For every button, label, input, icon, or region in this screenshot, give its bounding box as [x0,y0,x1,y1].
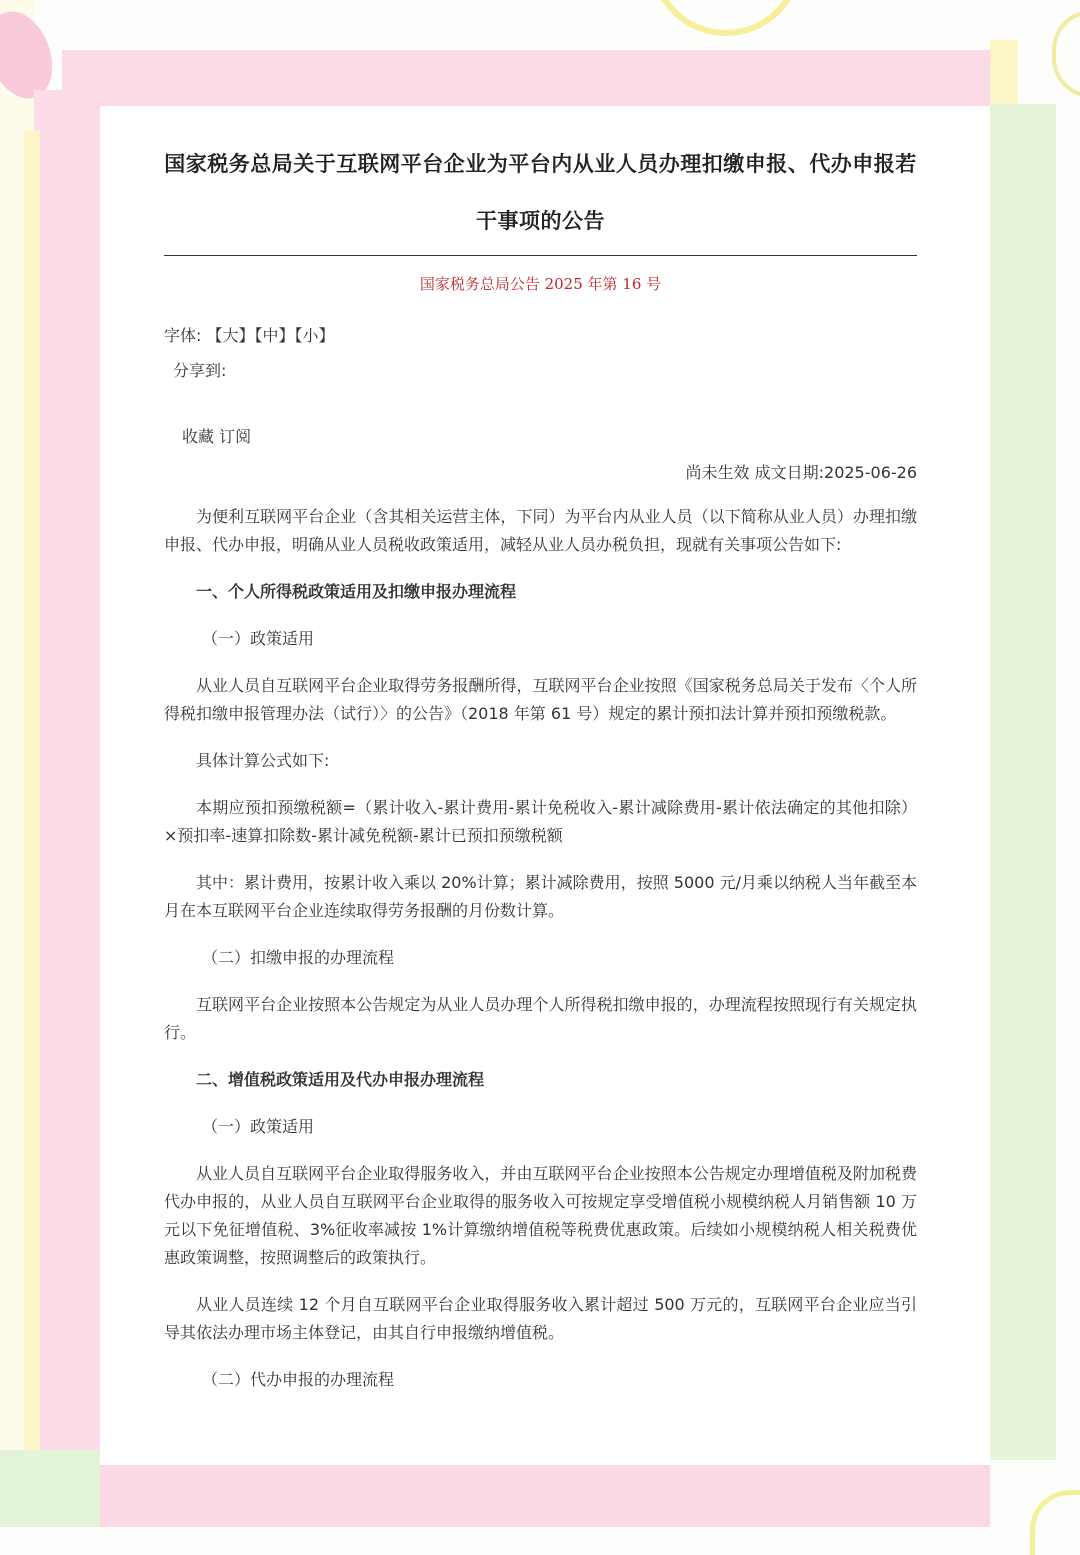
subheading-2-2: （二）代办申报的办理流程 [202,1370,395,1389]
title-line-2: 干事项的公告 [476,209,605,233]
paragraph-1-5: 互联网平台企业按照本公告规定为从业人员办理个人所得税扣缴申报的，办理流程按照现行有关规定执行。 [164,995,917,1042]
paragraph-1-4: 其中：累计费用，按累计收入乘以 20%计算；累计减除费用，按照 5000 元/月乘以纳税人当年截至本月在本互联网平台企业连续取得劳务报酬的月份数计算。 [164,873,917,920]
effective-status: 尚未生效 [685,463,750,482]
paragraph-2-2: 从业人员连续 12 个月自互联网平台企业取得服务收入累计超过 500 万元的，互联网平台企业应当引导其依法办理市场主体登记，由其自行申报缴纳增值税。 [164,1295,917,1342]
decor-pink-left [34,90,102,1527]
subheading-1-2: （二）扣缴申报的办理流程 [202,948,395,967]
title-line-1: 国家税务总局关于互联网平台企业为平台内从业人员办理扣缴申报、代办申报若 [164,152,917,176]
document-paper [100,106,990,1465]
subheading-2-1: （一）政策适用 [202,1117,315,1136]
document-content [164,136,917,1394]
decor-arc-top [650,0,802,36]
formula-paragraph: 本期应预扣预缴税额=（累计收入-累计费用-累计免税收入-累计减除费用-累计依法确定的其他扣除）×预扣率-速算扣除数-累计减免税额-累计已预扣预缴税额 [164,798,917,845]
font-size-medium-button[interactable]: 【中】 [254,326,295,345]
date-label: 成文日期: [754,463,825,482]
collect-button[interactable]: 收藏 [182,427,215,446]
decor-yellow-strip [24,130,40,1460]
paragraph-1-1: 从业人员自互联网平台企业取得劳务报酬所得，互联网平台企业按照《国家税务总局关于发布〈个人所得税扣缴申报管理办法（试行）〉的公告》（2018 年第 61 号）规定的累计预扣法计算并预扣预缴税款。 [164,676,917,723]
subheading-1-1: （一）政策适用 [202,629,315,648]
share-label: 分享到: [173,361,227,380]
decor-pink-bottom [100,1465,990,1527]
status-date-row [164,462,917,484]
section-heading-1: 一、个人所得税政策适用及扣缴申报办理流程 [196,582,517,601]
decor-pink-top [62,50,990,110]
paragraph-2-1: 从业人员自互联网平台企业取得服务收入，并由互联网平台企业按照本公告规定办理增值税及附加税费代办申报的，从业人员自互联网平台企业取得的服务收入可按规定享受增值税小规模纳税人月销售额 10 万元以下免征增值税、3%征收率减按 1%计算缴纳增值税等税费优惠政策。后续如小规模纳税人相关税费优惠政策调整，按照调整后的政策执行。 [164,1164,917,1267]
paragraph-1-2: 具体计算公式如下: [196,751,330,770]
decor-arc-bottom [1030,1490,1080,1555]
decor-arc-right [1052,10,1080,98]
section-heading-2: 二、增值税政策适用及代办申报办理流程 [196,1070,485,1089]
document-number: 国家税务总局公告 2025 年第 16 号 [419,275,662,293]
share-row [164,360,917,382]
issue-date: 2025-06-26 [824,463,917,482]
intro-paragraph: 为便利互联网平台企业（含其相关运营主体，下同）为平台内从业人员（以下简称从业人员）办理扣缴申报、代办申报，明确从业人员税收政策适用，减轻从业人员办税负担，现就有关事项公告如下: [164,507,917,554]
title-divider [164,255,917,256]
font-size-selector [164,325,917,347]
subscribe-button[interactable]: 订阅 [219,427,252,446]
decor-green-corner [0,1450,110,1527]
font-size-small-button[interactable]: 【小】 [294,326,335,345]
font-size-label: 字体: [164,326,202,345]
page-title [164,136,917,250]
collect-subscribe-row [164,426,917,448]
decor-green-right [990,104,1056,1460]
font-size-large-button[interactable]: 【大】 [206,326,255,345]
